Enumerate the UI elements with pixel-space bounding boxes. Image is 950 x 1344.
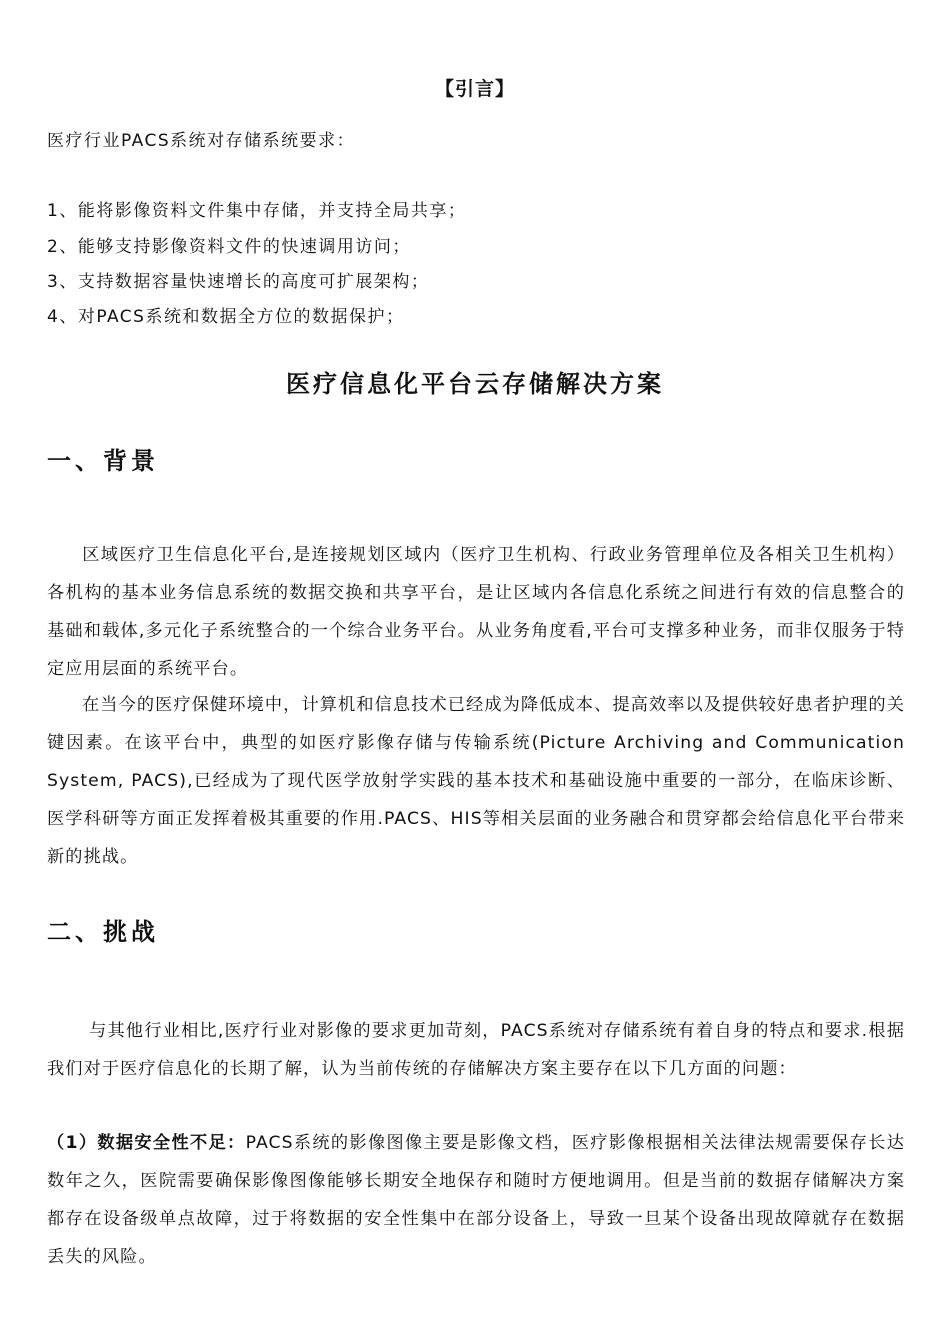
section-heading-challenges: 二、挑战 xyxy=(47,918,159,946)
challenges-paragraph-1-text: 与其他行业相比,医疗行业对影像的要求更加苛刻，PACS系统对存储系统有着自身的特点和要求.根据我们对于医疗信息化的长期了解，认为当前传统的存储解决方案主要存在以下几方面的问题： xyxy=(47,1021,905,1079)
section-heading-background: 一、背景 xyxy=(47,447,159,475)
challenge-issue-1-label: （1）数据安全性不足： xyxy=(47,1133,246,1153)
requirement-item-2: 2、能够支持影像资料文件的快速调用访问； xyxy=(47,237,411,257)
challenge-issue-1-text: PACS系统的影像图像主要是影像文档，医疗影像根据相关法律法规需要保存长达数年之久，医院需要确保影像图像能够长期安全地保存和随时方便地调用。但是当前的数据存储解决方案都存在设备级单点故障，过于将数据的安全性集中在部分设备上，导致一旦某个设备出现故障就存在数据丢失的风险。 xyxy=(47,1133,905,1267)
intro-lead: 医疗行业PACS系统对存储系统要求： xyxy=(47,131,356,151)
document-title: 医疗信息化平台云存储解决方案 xyxy=(286,370,664,398)
background-paragraph-2 xyxy=(47,686,905,876)
requirement-item-3: 3、支持数据容量快速增长的高度可扩展架构； xyxy=(47,272,430,292)
requirement-item-1: 1、能将影像资料文件集中存储，并支持全局共享； xyxy=(47,201,467,221)
background-paragraph-1 xyxy=(47,536,905,688)
challenges-paragraph-1 xyxy=(47,1012,905,1088)
background-paragraph-2-text: 在当今的医疗保健环境中，计算机和信息技术已经成为降低成本、提高效率以及提供较好患者护理的关键因素。在该平台中，典型的如医疗影像存储与传输系统(Picture Archiving and Communication System, PACS),已经成为了现代医学放射学实践的基本技术和基础设施中重要的一部分，在临床诊断、医学科研等方面正发挥着极其重要的作用.PACS、HIS等相关层面的业务融合和贯穿都会给信息化平台带来新的挑战。 xyxy=(47,695,905,867)
requirement-item-4: 4、对PACS系统和数据全方位的数据保护； xyxy=(47,307,405,327)
background-paragraph-1-text: 区域医疗卫生信息化平台,是连接规划区域内（医疗卫生机构、行政业务管理单位及各相关卫生机构）各机构的基本业务信息系统的数据交换和共享平台，是让区域内各信息化系统之间进行有效的信息整合的基础和载体,多元化子系统整合的一个综合业务平台。从业务角度看,平台可支撑多种业务，而非仅服务于特定应用层面的系统平台。 xyxy=(47,545,905,679)
challenge-issue-1 xyxy=(47,1124,905,1276)
intro-title: 【引言】 xyxy=(434,78,515,100)
